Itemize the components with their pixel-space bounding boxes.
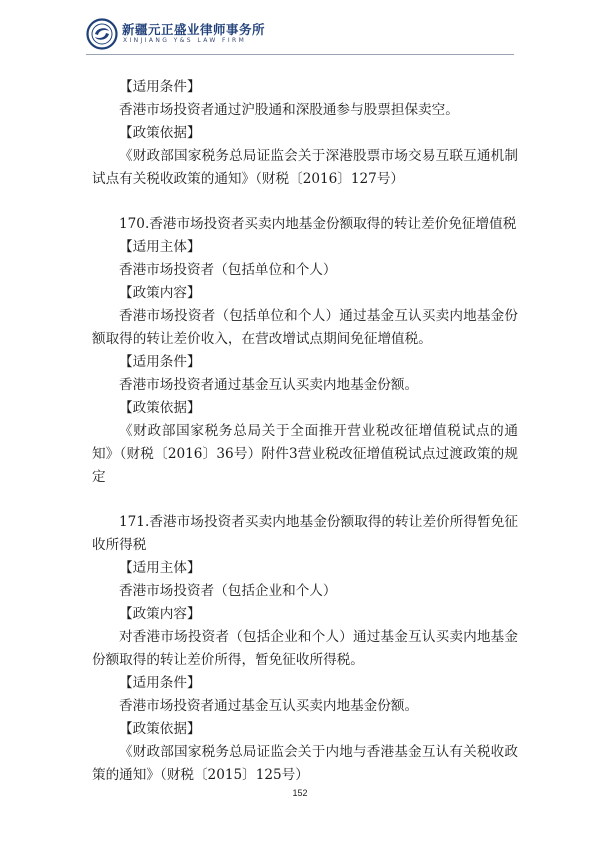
basis-text: 《财政部国家税务总局证监会关于内地与香港基金互认有关税收政策的通知》（财税〔2015〕125号） bbox=[92, 744, 518, 783]
firm-logo-icon bbox=[86, 18, 118, 50]
basis-text: 《财政部国家税务总局关于全面推开营业税改征增值税试点的通知》（财税〔2016〕36号）附件3营业税改征增值税试点过渡政策的规定 bbox=[92, 423, 518, 485]
section-title: 170.香港市场投资者买卖内地基金份额取得的转让差价免征增值税 bbox=[119, 216, 517, 232]
section-title: 171.香港市场投资者买卖内地基金份额取得的转让差价所得暂免征收所得税 bbox=[92, 514, 518, 553]
basis-text: 《财政部国家税务总局证监会关于深港股票市场交易互联互通机制试点有关税收政策的通知》（财税〔2016〕127号） bbox=[92, 148, 518, 187]
label-content: 【政策内容】 bbox=[119, 606, 201, 622]
content-text: 香港市场投资者（包括单位和个人）通过基金互认买卖内地基金份额取得的转让差价收入，在营改增试点期间免征增值税。 bbox=[92, 308, 518, 347]
conditions-text: 香港市场投资者通过基金互认买卖内地基金份额。 bbox=[119, 377, 419, 393]
label-subject: 【适用主体】 bbox=[119, 239, 201, 255]
section-gap bbox=[92, 489, 518, 511]
label-conditions: 【适用条件】 bbox=[119, 354, 201, 370]
label-subject: 【适用主体】 bbox=[119, 560, 201, 576]
label-basis: 【政策依据】 bbox=[119, 400, 201, 416]
page-number: 152 bbox=[292, 788, 308, 798]
conditions-text: 香港市场投资者通过基金互认买卖内地基金份额。 bbox=[119, 698, 419, 714]
header-divider bbox=[86, 54, 514, 55]
firm-name-en: XINJIANG Y&S LAW FIRM bbox=[123, 37, 247, 44]
subject-text: 香港市场投资者（包括单位和个人） bbox=[119, 262, 337, 278]
subject-text: 香港市场投资者（包括企业和个人） bbox=[119, 583, 337, 599]
label-conditions: 【适用条件】 bbox=[119, 675, 201, 691]
label-conditions: 【适用条件】 bbox=[119, 79, 201, 95]
firm-name-cn: 新疆元正盛业律师事务所 bbox=[122, 22, 266, 37]
conditions-text: 香港市场投资者通过沪股通和深股通参与股票担保卖空。 bbox=[119, 102, 459, 118]
label-content: 【政策内容】 bbox=[119, 285, 201, 301]
page-header bbox=[86, 18, 526, 52]
label-basis: 【政策依据】 bbox=[119, 125, 201, 141]
label-basis: 【政策依据】 bbox=[119, 721, 201, 737]
document-body bbox=[92, 76, 518, 787]
content-text: 对香港市场投资者（包括企业和个人）通过基金互认买卖内地基金份额取得的转让差价所得，暂免征收所得税。 bbox=[92, 629, 518, 668]
section-gap bbox=[92, 191, 518, 213]
